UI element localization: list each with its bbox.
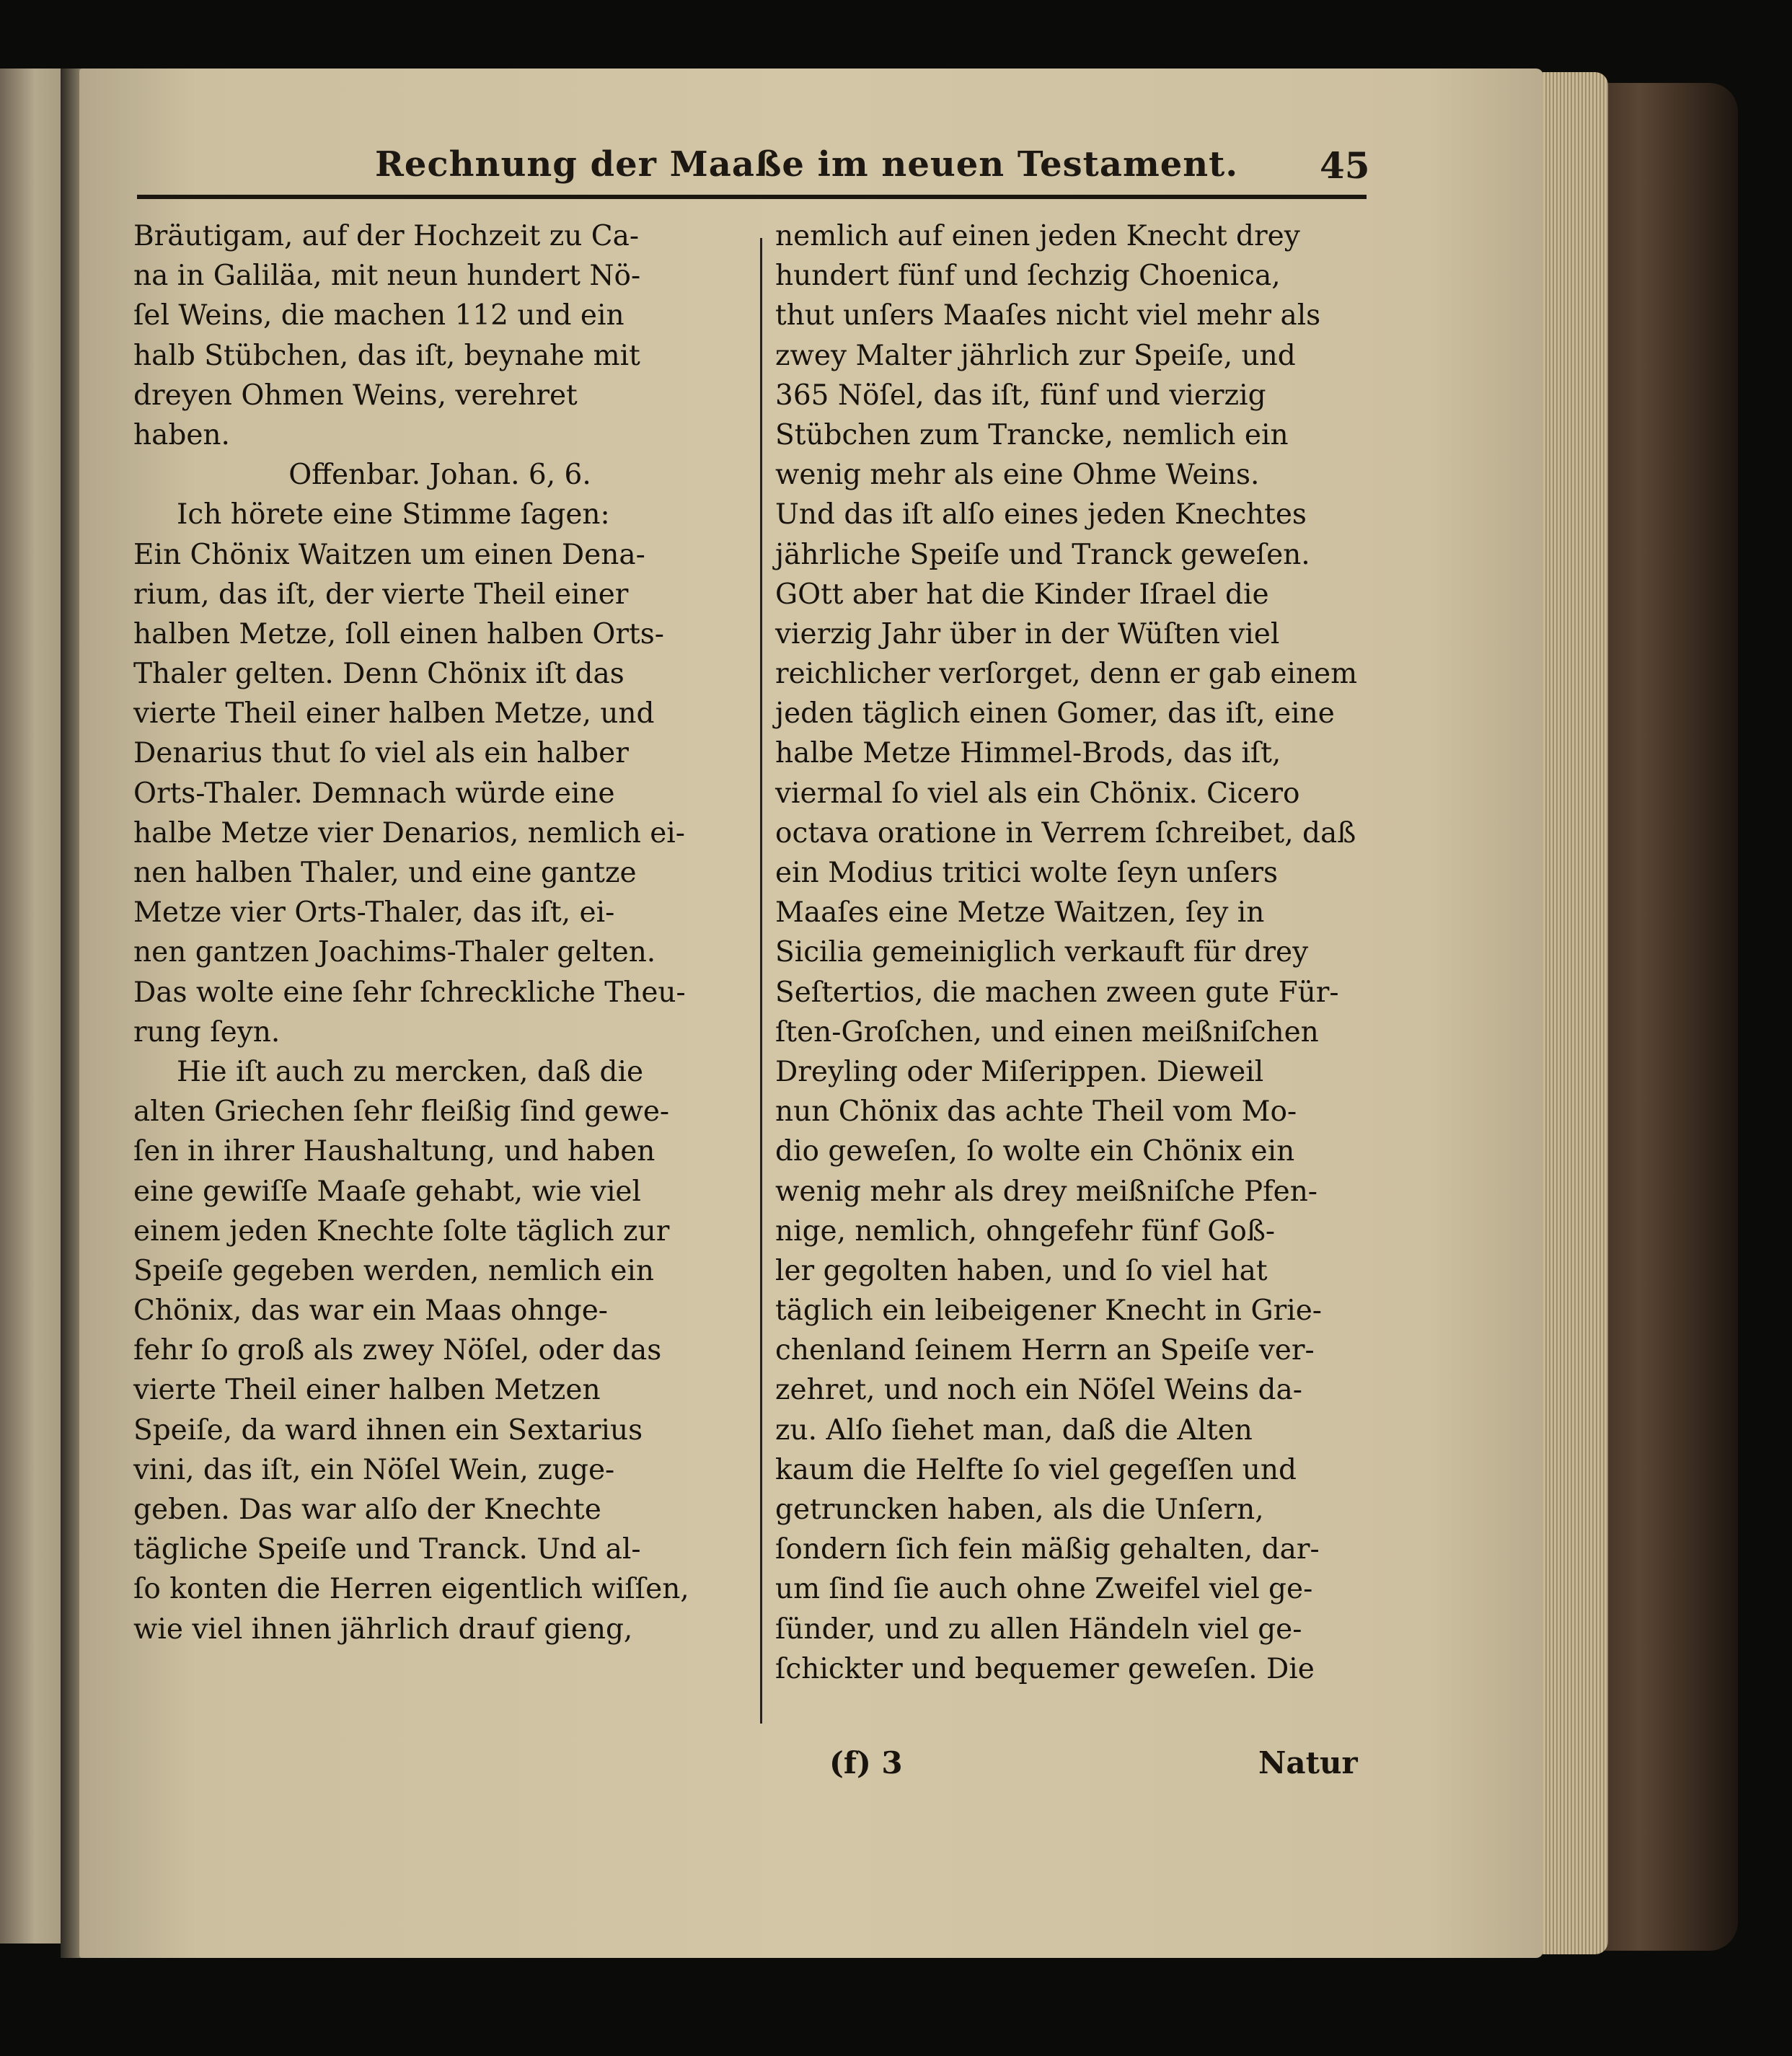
text-line: nige, nemlich, ohngefehr fünf Goß-	[775, 1214, 1276, 1248]
text-line: nemlich auf einen jeden Knecht drey	[775, 220, 1300, 252]
text-line: viermal ſo viel als ein Chönix. Cicero	[775, 777, 1300, 810]
text-line: nun Chönix das achte Theil vom Mo-	[775, 1095, 1297, 1129]
text-line: Ich hörete eine Stimme ſagen:	[177, 498, 610, 531]
text-line: Ein Chönix Waitzen um einen Dena-	[133, 538, 645, 571]
text-line: Stübchen zum Trancke, nemlich ein	[775, 418, 1289, 451]
text-line: Speiſe, da ward ihnen ein Sextarius	[133, 1413, 643, 1447]
left-column	[133, 216, 746, 1649]
signature-mark: (f) 3	[829, 1745, 903, 1781]
text-line: zwey Malter jährlich zur Speiſe, und	[775, 339, 1296, 372]
text-line: alten Griechen ſehr fleißig ſind gewe-	[133, 1095, 670, 1129]
text-line: tägliche Speiſe und Tranck. Und al-	[133, 1533, 641, 1566]
text-line: vierte Theil einer halben Metze, und	[133, 697, 655, 731]
text-line: halbe Metze Himmel-Brods, das iſt,	[775, 737, 1281, 770]
text-line: vierzig Jahr über in der Wüſten viel	[775, 617, 1280, 650]
text-line: octava oratione in Verrem ſchreibet, daß	[775, 816, 1356, 850]
text-line: Speiſe gegeben werden, nemlich ein	[133, 1254, 655, 1287]
header-rule	[137, 195, 1367, 199]
text-line: geben. Das war alſo der Knechte	[133, 1494, 601, 1526]
text-line: Maaſes eine Metze Waitzen, ſey in	[775, 896, 1265, 930]
left-page-edge	[0, 69, 63, 1944]
catchword: Natur	[1258, 1745, 1358, 1781]
text-line: zu. Alſo ſiehet man, daß die Alten	[775, 1413, 1253, 1447]
text-line: ein Modius tritici wolte ſeyn unſers	[775, 857, 1279, 889]
text-line: 365 Nöſel, das iſt, fünf und vierzig	[775, 379, 1266, 412]
text-line: vini, das iſt, ein Nöſel Wein, zuge-	[133, 1453, 615, 1486]
text-line: Bräutigam, auf der Hochzeit zu Ca-	[133, 220, 640, 252]
column-divider	[760, 238, 762, 1724]
text-line: Hie iſt auch zu mercken, daß die	[177, 1055, 644, 1088]
text-line: einem jeden Knechte ſolte täglich zur	[133, 1214, 670, 1248]
text-line: Chönix, das war ein Maas ohnge-	[133, 1294, 608, 1328]
page-number: 45	[1320, 144, 1370, 187]
text-line: um ſind ſie auch ohne Zweifel viel ge-	[775, 1573, 1313, 1606]
text-line: ſo konten die Herren eigentlich wiſſen,	[133, 1573, 689, 1606]
text-line: rung ſeyn.	[133, 1015, 281, 1049]
text-line: jeden täglich einen Gomer, das iſt, eine	[775, 697, 1335, 731]
text-line: GOtt aber hat die Kinder Iſrael die	[775, 578, 1269, 611]
text-line: Das wolte eine ſehr ſchreckliche Theu-	[133, 976, 686, 1009]
text-line: chenland ſeinem Herrn an Speiſe ver-	[775, 1334, 1315, 1367]
text-line: vierte Theil einer halben Metzen	[133, 1374, 601, 1407]
text-line: ſen in ihrer Haushaltung, und haben	[133, 1135, 656, 1168]
text-line: ſchickter und bequemer geweſen. Die	[775, 1652, 1315, 1685]
text-line: Und das iſt alſo eines jeden Knechtes	[775, 498, 1307, 531]
text-line: kaum die Helfte ſo viel gegeſſen und	[775, 1453, 1297, 1486]
text-line: zehret, und noch ein Nöſel Weins da-	[775, 1374, 1302, 1407]
text-line: wenig mehr als drey meißniſche Pfen-	[775, 1175, 1317, 1208]
text-line: nen gantzen Joachims-Thaler gelten.	[133, 936, 656, 969]
text-line: nen halben Thaler, und eine gantze	[133, 857, 637, 889]
text-line: Denarius thut ſo viel als ein halber	[133, 737, 629, 770]
text-line: Sicilia gemeiniglich verkauft für drey	[775, 936, 1309, 969]
text-line: halb Stübchen, das iſt, beynahe mit	[133, 339, 640, 372]
text-line: thut unſers Maaſes nicht viel mehr als	[775, 299, 1321, 332]
text-line: Dreyling oder Miſerippen. Dieweil	[775, 1055, 1264, 1088]
text-line: haben.	[133, 418, 230, 451]
text-line: wenig mehr als eine Ohme Weins.	[775, 459, 1260, 492]
text-line: fehr ſo groß als zwey Nöſel, oder das	[133, 1334, 662, 1367]
text-line: ler gegolten haben, und ſo viel hat	[775, 1254, 1268, 1287]
text-line: täglich ein leibeigener Knecht in Grie-	[775, 1294, 1322, 1328]
text-line: Seſtertios, die machen zween gute Für-	[775, 976, 1339, 1009]
text-line: eine gewiſſe Maaſe gehabt, wie viel	[133, 1175, 641, 1208]
text-line: ſondern ſich fein mäßig gehalten, dar-	[775, 1533, 1320, 1566]
text-line: dio geweſen, ſo wolte ein Chönix ein	[775, 1135, 1295, 1168]
text-line: halbe Metze vier Denarios, nemlich ei-	[133, 816, 685, 850]
text-line: jährliche Speiſe und Tranck geweſen.	[775, 538, 1310, 571]
scripture-reference: Offenbar. Johan. 6, 6.	[288, 459, 591, 492]
text-line: halben Metze, ſoll einen halben Orts-	[133, 617, 664, 650]
text-line: dreyen Ohmen Weins, verehret	[133, 379, 578, 412]
text-line: ſel Weins, die machen 112 und ein	[133, 299, 624, 332]
right-column	[775, 216, 1367, 1689]
text-line: Orts-Thaler. Demnach würde eine	[133, 777, 615, 810]
text-line: na in Galiläa, mit neun hundert Nö-	[133, 260, 641, 293]
running-title: Rechnung der Maaße im neuen Testament.	[375, 144, 1239, 185]
book-cover	[1586, 83, 1738, 1951]
text-line: Thaler gelten. Denn Chönix iſt das	[133, 658, 624, 691]
text-line: wie viel ihnen jährlich drauf gieng,	[133, 1612, 633, 1646]
text-line: ſünder, und zu allen Händeln viel ge-	[775, 1612, 1302, 1646]
text-line: Metze vier Orts-Thaler, das iſt, ei-	[133, 896, 615, 930]
text-line: ſten-Groſchen, und einen meißniſchen	[775, 1015, 1319, 1049]
text-line: reichlicher verſorget, denn er gab einem	[775, 658, 1358, 691]
text-line: getruncken haben, als die Unſern,	[775, 1494, 1264, 1526]
text-line: rium, das iſt, der vierte Theil einer	[133, 578, 629, 611]
text-line: hundert fünf und ſechzig Choenica,	[775, 260, 1281, 293]
